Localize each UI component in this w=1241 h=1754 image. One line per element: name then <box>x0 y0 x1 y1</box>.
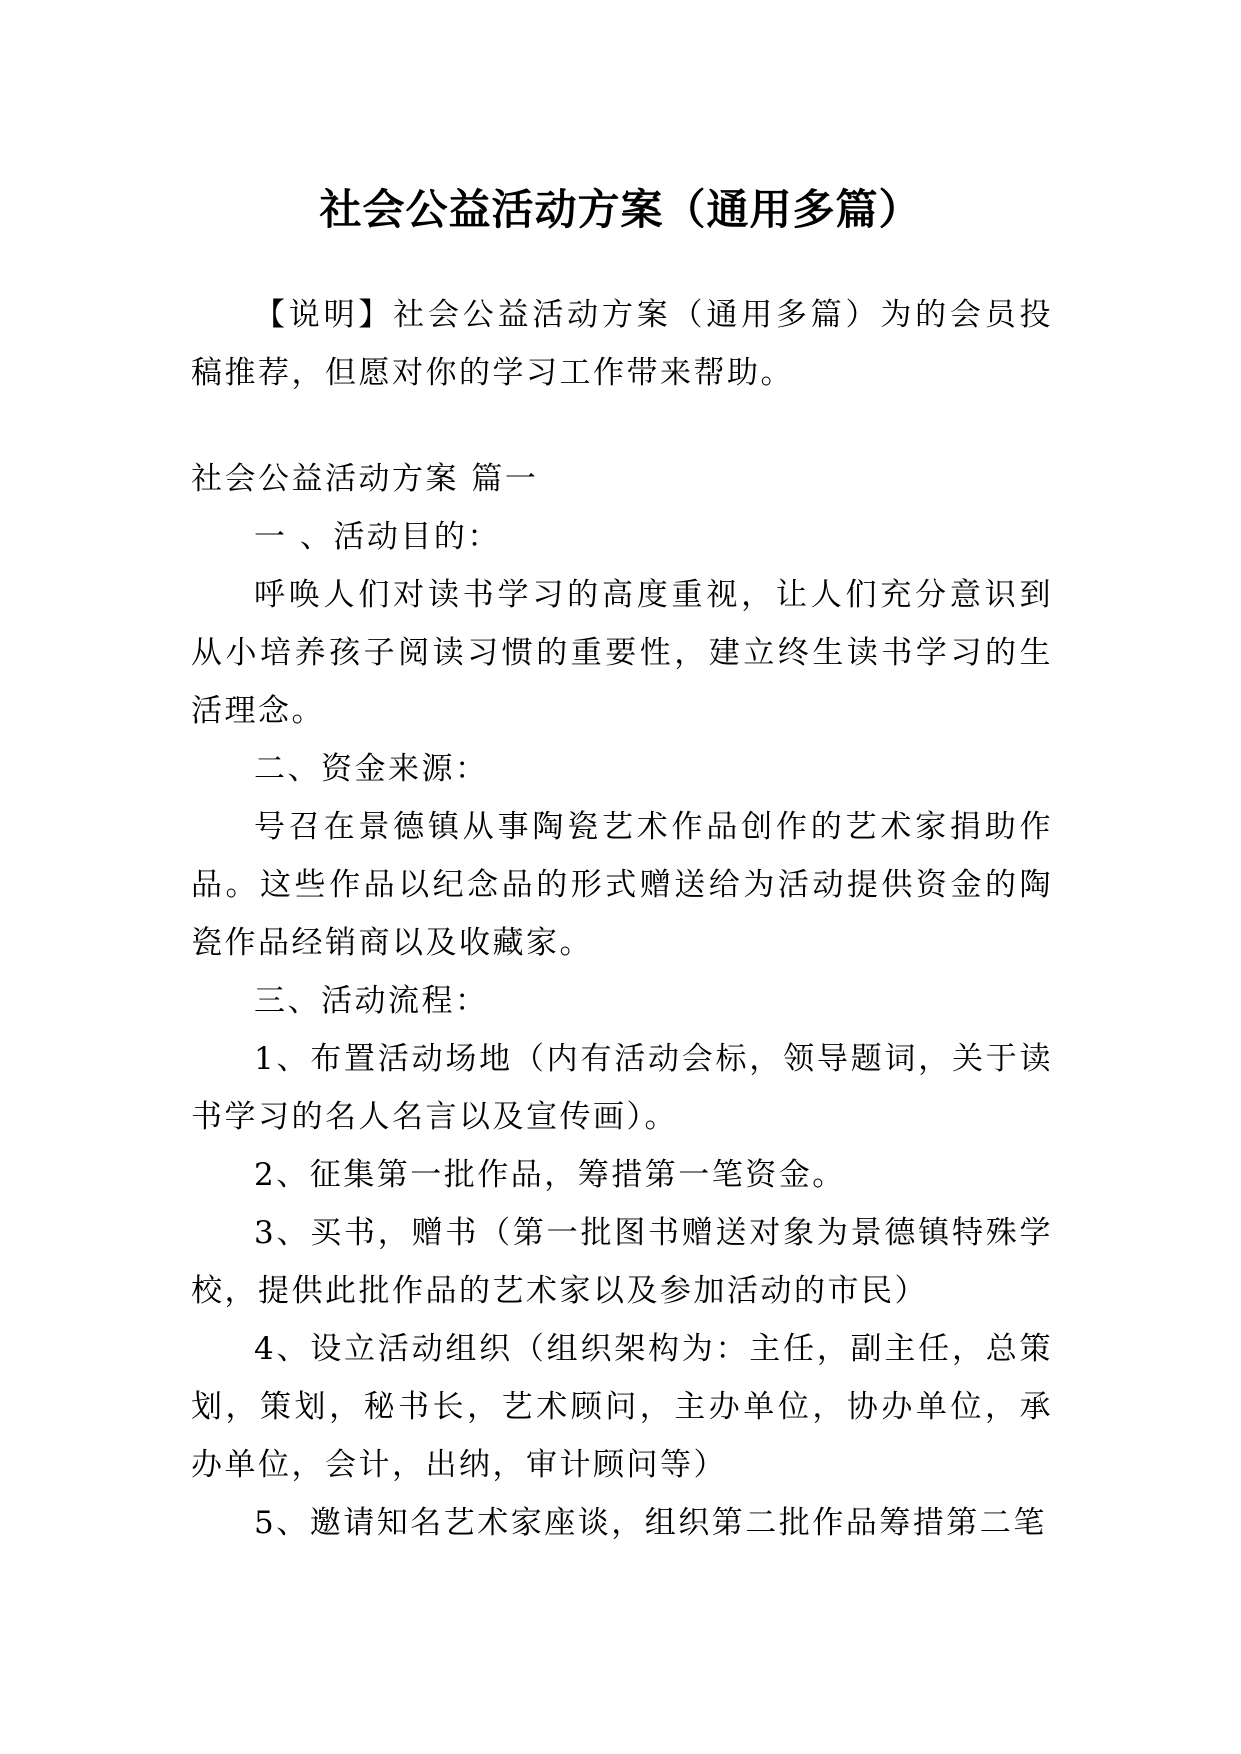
paragraph-activity-purpose-heading: 一 、活动目的： <box>254 519 501 555</box>
paragraph-process-item-1: 1、布置活动场地（内有活动会标，领导题词，关于读书学习的名人名言以及宣传画）。 <box>191 1041 1053 1135</box>
paragraph-process-item-5: 5、邀请知名艺术家座谈，组织第二批作品筹措第二笔 <box>254 1505 1047 1541</box>
paragraph-activity-purpose: 呼唤人们对读书学习的高度重视，让人们充分意识到从小培养孩子阅读习惯的重要性，建立终生读书学习的生活理念。 <box>191 577 1053 729</box>
paragraph-process-item-4: 4、设立活动组织（组织架构为：主任，副主任，总策划，策划，秘书长，艺术顾问，主办单位，协办单位，承办单位，会计，出纳，审计顾问等） <box>191 1331 1053 1483</box>
paragraph-funding-heading: 二、资金来源： <box>254 751 489 787</box>
document-body <box>191 286 1053 1552</box>
paragraph-process-item-2: 2、征集第一批作品，筹措第一笔资金。 <box>254 1157 846 1193</box>
intro-paragraph: 【说明】社会公益活动方案（通用多篇）为的会员投稿推荐，但愿对你的学习工作带来帮助。 <box>191 297 1053 391</box>
paragraph-process-heading: 三、活动流程： <box>254 983 489 1019</box>
paragraph-funding: 号召在景德镇从事陶瓷艺术作品创作的艺术家捐助作品。这些作品以纪念品的形式赠送给为活动提供资金的陶瓷作品经销商以及收藏家。 <box>191 809 1053 961</box>
section-heading: 社会公益活动方案 篇一 <box>191 461 539 497</box>
document-title: 社会公益活动方案（通用多篇） <box>319 185 922 235</box>
paragraph-process-item-3: 3、买书，赠书（第一批图书赠送对象为景德镇特殊学校，提供此批作品的艺术家以及参加活动的市民） <box>191 1215 1053 1309</box>
